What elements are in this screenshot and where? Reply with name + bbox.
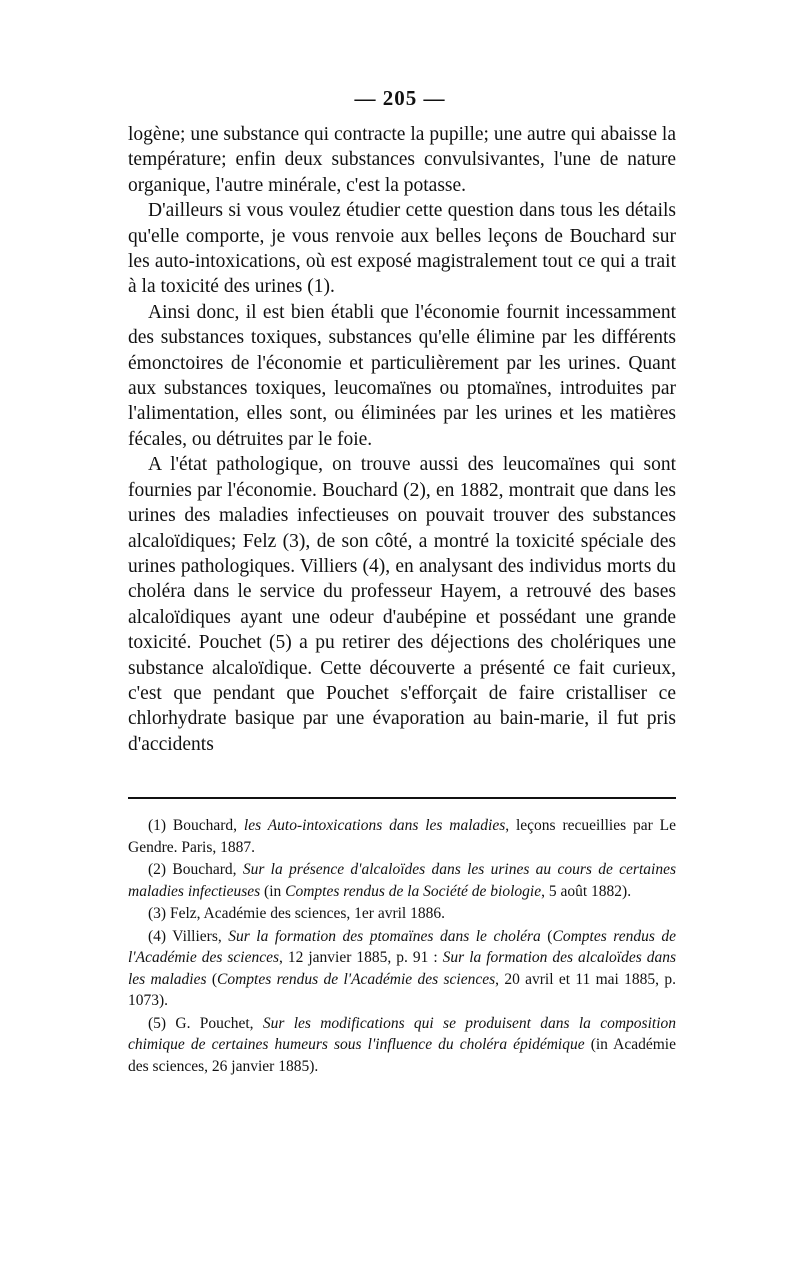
main-text [128, 122, 676, 757]
footnotes [128, 815, 676, 1078]
paragraph: A l'état pathologique, on trouve aussi des leucomaïnes qui sont fournies par l'économie. Bouchard (2), en 1882, montrait que dans les urines des maladies infectieuses on pouvait trouver des substances alcaloïdiques; Felz (3), de son côté, a montré la toxicité spéciale des urines pathologiques. Villiers (4), en analysant des individus morts du choléra dans le service du professeur Hayem, a retrouvé des bases alcaloïdiques ayant une odeur d'aubépine et possédant une grande toxicité. Pouchet (5) a pu retirer des déjections des cholériques une substance alcaloïdique. Cette découverte a présenté ce fait curieux, c'est que pendant que Pouchet s'efforçait de faire cristalliser ce chlorhydrate basique par une évaporation au bain-marie, il fut pris d'accidents [128, 454, 676, 755]
footnote-3: (3) Felz, Académie des sciences, 1er avril 1886. [148, 905, 445, 922]
footnote-5: (5) G. Pouchet, Sur les modifications qui se produisent dans la composition chimique de certaines humeurs sous l'influence du choléra épidémique (in Académie des sciences, 26 janvier 1885). [128, 1014, 677, 1075]
paragraph: D'ailleurs si vous voulez étudier cette question dans tous les détails qu'elle comporte, je vous renvoie aux belles leçons de Bouchard sur les auto-intoxications, où est exposé magistralement tout ce qui a trait à la toxicité des urines (1). [128, 200, 676, 298]
footnote-1: (1) Bouchard, les Auto-intoxications dans les maladies, leçons recueillies par Le Gendre. Paris, 1887. [128, 817, 676, 856]
footnote-2: (2) Bouchard, Sur la présence d'alcaloïdes dans les urines au cours de certaines maladies infectieuses (in Comptes rendus de la Société de biologie, 5 août 1882). [128, 861, 676, 900]
footnote-4: (4) Villiers, Sur la formation des ptomaïnes dans le choléra (Comptes rendus de l'Académie des sciences, 12 janvier 1885, p. 91 : Sur la formation des alcaloïdes dans les maladies (Comptes rendus de l'Académie des sciences, 20 avril et 11 mai 1885, p. 1073). [128, 927, 677, 1009]
page-number: — 205 — [354, 86, 446, 110]
paragraph: Ainsi donc, il est bien établi que l'économie fournit incessamment des substances toxiques, substances qu'elle élimine par les différents émonctoires de l'économie et particulièrement par les urines. Quant aux substances toxiques, leucomaïnes ou ptomaïnes, introduites par l'alimentation, elles sont, ou éliminées par les urines et les matières fécales, ou détruites par le foie. [128, 301, 676, 450]
paragraph-continued: logène; une substance qui contracte la pupille; une autre qui abaisse la température; enfin deux substances convulsivantes, l'une de nature organique, l'autre minérale, c'est la potasse. [128, 124, 676, 196]
footnote-separator-rule [128, 797, 676, 799]
